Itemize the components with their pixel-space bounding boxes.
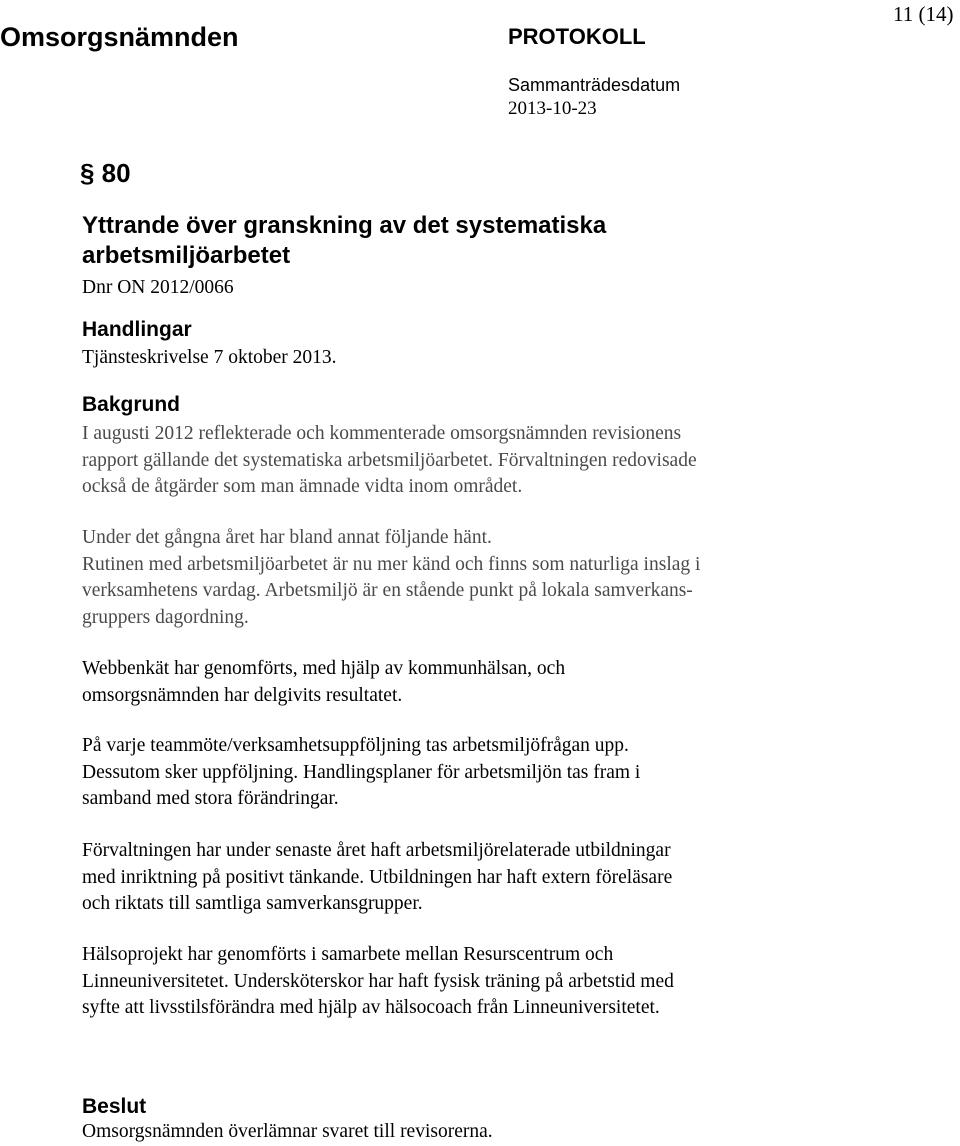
text-line: Linneuniversitetet. Undersköterskor har haft fysisk träning på arbetstid med — [82, 970, 674, 992]
meeting-date: 2013-10-23 — [508, 98, 597, 119]
case-title-line: Yttrande över granskning av det systematiska — [82, 212, 607, 239]
text-line: Dessutom sker uppföljning. Handlingsplaner för arbetsmiljön tas fram i — [82, 761, 641, 783]
text-line: Under det gångna året har bland annat följande hänt. — [82, 527, 492, 548]
document-type: PROTOKOLL — [508, 24, 646, 49]
handlingar-text: Tjänsteskrivelse 7 oktober 2013. — [82, 347, 337, 368]
text-line: Förvaltningen har under senaste året haft arbetsmiljörelaterade utbildningar — [82, 840, 671, 861]
text-line: Hälsoprojekt har genomförts i samarbete mellan Resurscentrum och — [82, 944, 614, 965]
organization-name: Omsorgsnämnden — [0, 22, 239, 52]
case-title-line: arbetsmiljöarbetet — [82, 242, 291, 269]
text-line: samband med stora förändringar. — [82, 788, 339, 809]
bakgrund-heading: Bakgrund — [82, 393, 181, 416]
case-reference: Dnr ON 2012/0066 — [82, 277, 234, 298]
bakgrund-paragraph-5 — [82, 838, 672, 918]
page-indicator: 11 (14) — [893, 2, 954, 26]
beslut-text: Omsorgsnämnden överlämnar svaret till revisorerna. — [82, 1121, 493, 1142]
text-line: också de åtgärder som man ämnade vidta inom området. — [82, 476, 523, 497]
text-line: Webbenkät har genomförts, med hjälp av kommunhälsan, och — [82, 658, 566, 679]
beslut-heading: Beslut — [82, 1095, 147, 1118]
handlingar-heading: Handlingar — [82, 318, 192, 341]
text-line: I augusti 2012 reflekterade och kommenterade omsorgsnämnden revisionens — [82, 423, 682, 444]
bakgrund-paragraph-2 — [82, 525, 700, 631]
text-line: med inriktning på positivt tänkande. Utbildningen har haft extern föreläsare — [82, 866, 673, 888]
bakgrund-paragraph-1 — [82, 421, 697, 501]
text-line: och riktats till samtliga samverkansgrupper. — [82, 893, 423, 914]
bakgrund-paragraph-3 — [82, 656, 565, 709]
text-line: Rutinen med arbetsmiljöarbetet är nu mer känd och finns som naturliga inslag i — [82, 553, 701, 575]
text-line: syfte att livsstilsförändra med hjälp av hälsocoach från Linneuniversitetet. — [82, 997, 660, 1018]
text-line: gruppers dagordning. — [82, 606, 249, 628]
bakgrund-paragraph-6 — [82, 942, 674, 1022]
bakgrund-paragraph-4 — [82, 733, 640, 813]
case-title — [82, 211, 606, 271]
text-line: verksamhetens vardag. Arbetsmiljö är en stående punkt på lokala samverkans- — [82, 580, 693, 601]
text-line: rapport gällande det systematiska arbetsmiljöarbetet. Förvaltningen redovisade — [82, 449, 697, 471]
paragraph-number: § 80 — [80, 158, 131, 188]
text-line: På varje teammöte/verksamhetsuppföljning tas arbetsmiljöfrågan upp. — [82, 735, 629, 756]
meeting-date-label: Sammanträdesdatum — [508, 75, 681, 95]
text-line: omsorgsnämnden har delgivits resultatet. — [82, 684, 403, 706]
